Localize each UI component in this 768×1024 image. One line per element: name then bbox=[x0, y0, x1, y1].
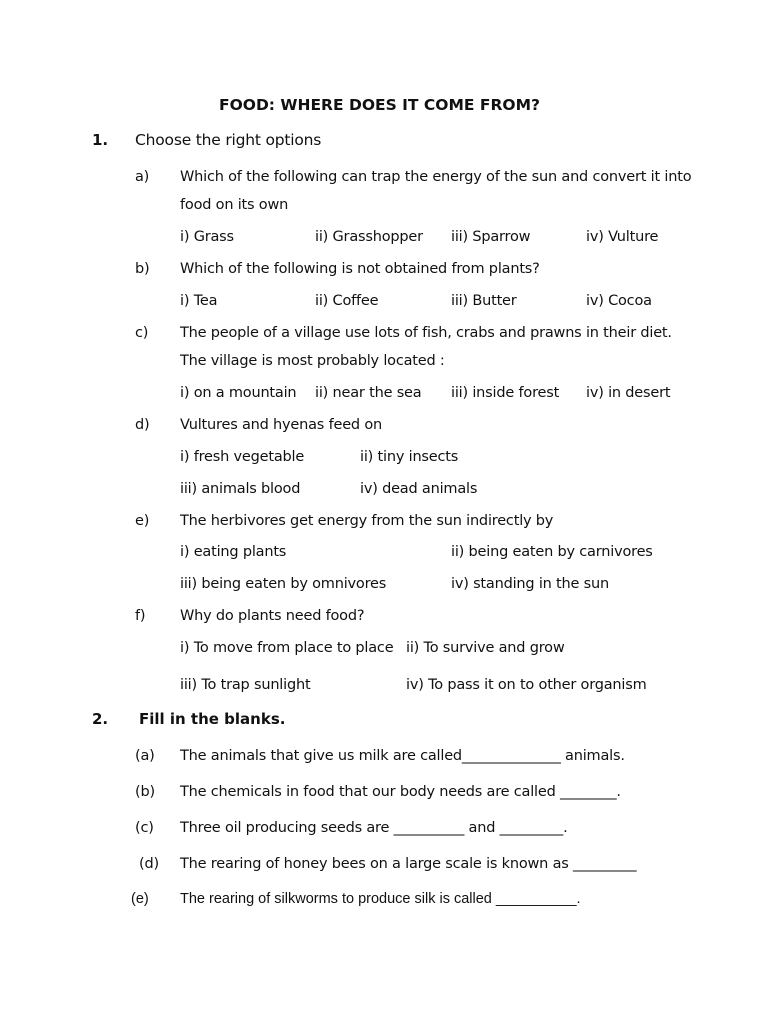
question-c-option-3: iii) inside forest bbox=[451, 385, 560, 401]
question-d-option-2: ii) tiny insects bbox=[360, 449, 459, 465]
question-b-option-2: ii) Coffee bbox=[315, 293, 379, 309]
question-c-option-4: iv) in desert bbox=[586, 385, 671, 401]
blank-a-label: (a) bbox=[135, 748, 155, 764]
blank-e-label: (e) bbox=[131, 891, 149, 907]
section-2-heading: Fill in the blanks. bbox=[139, 710, 286, 728]
question-d-label: d) bbox=[135, 417, 150, 433]
question-c-option-1: i) on a mountain bbox=[180, 385, 297, 401]
question-b-label: b) bbox=[135, 261, 150, 277]
section-1-number: 1. bbox=[92, 131, 109, 149]
question-a-option-1: i) Grass bbox=[180, 229, 234, 245]
question-b-option-3: iii) Butter bbox=[451, 293, 517, 309]
question-e-option-1: i) eating plants bbox=[180, 544, 287, 560]
question-d-text: Vultures and hyenas feed on bbox=[180, 417, 382, 433]
section-1-heading: Choose the right options bbox=[135, 131, 322, 149]
blank-c-text: Three oil producing seeds are __________ and _________. bbox=[180, 820, 568, 836]
question-f-option-3: iii) To trap sunlight bbox=[180, 677, 311, 693]
question-f-option-1: i) To move from place to place bbox=[180, 640, 394, 656]
question-e-label: e) bbox=[135, 513, 150, 529]
question-a-option-4: iv) Vulture bbox=[586, 229, 659, 245]
question-b-option-4: iv) Cocoa bbox=[586, 293, 652, 309]
question-f-text: Why do plants need food? bbox=[180, 608, 365, 624]
question-c-label: c) bbox=[135, 325, 149, 341]
blank-b-text: The chemicals in food that our body needs are called ________. bbox=[180, 784, 621, 800]
question-a-option-3: iii) Sparrow bbox=[451, 229, 531, 245]
question-b-text: Which of the following is not obtained from plants? bbox=[180, 261, 540, 277]
question-d-option-1: i) fresh vegetable bbox=[180, 449, 305, 465]
question-e-option-2: ii) being eaten by carnivores bbox=[451, 544, 653, 560]
question-b-option-1: i) Tea bbox=[180, 293, 218, 309]
blank-c-label: (c) bbox=[135, 820, 154, 836]
question-a-text-line1: Which of the following can trap the energy of the sun and convert it into bbox=[180, 169, 692, 185]
question-f-option-2: ii) To survive and grow bbox=[406, 640, 565, 656]
blank-e-text: The rearing of silkworms to produce silk is called __________. bbox=[180, 891, 581, 907]
blank-a-text: The animals that give us milk are called______________ animals. bbox=[180, 748, 625, 764]
question-d-option-4: iv) dead animals bbox=[360, 481, 478, 497]
section-2-number: 2. bbox=[92, 710, 109, 728]
blank-d-label: (d) bbox=[139, 856, 159, 872]
question-f-label: f) bbox=[135, 608, 146, 624]
question-f-option-4: iv) To pass it on to other organism bbox=[406, 677, 647, 693]
blank-b-label: (b) bbox=[135, 784, 155, 800]
question-e-option-3: iii) being eaten by omnivores bbox=[180, 576, 387, 592]
question-e-option-4: iv) standing in the sun bbox=[451, 576, 609, 592]
question-d-option-3: iii) animals blood bbox=[180, 481, 301, 497]
question-c-text-line2: The village is most probably located : bbox=[180, 353, 445, 369]
question-e-text: The herbivores get energy from the sun indirectly by bbox=[180, 513, 554, 529]
question-a-label: a) bbox=[135, 169, 150, 185]
blank-d-text: The rearing of honey bees on a large scale is known as _________ bbox=[180, 856, 637, 872]
question-a-text-line2: food on its own bbox=[180, 197, 289, 213]
question-c-text-line1: The people of a village use lots of fish, crabs and prawns in their diet. bbox=[180, 325, 672, 341]
question-c-option-2: ii) near the sea bbox=[315, 385, 422, 401]
question-a-option-2: ii) Grasshopper bbox=[315, 229, 423, 245]
page-title: FOOD: WHERE DOES IT COME FROM? bbox=[219, 96, 540, 114]
